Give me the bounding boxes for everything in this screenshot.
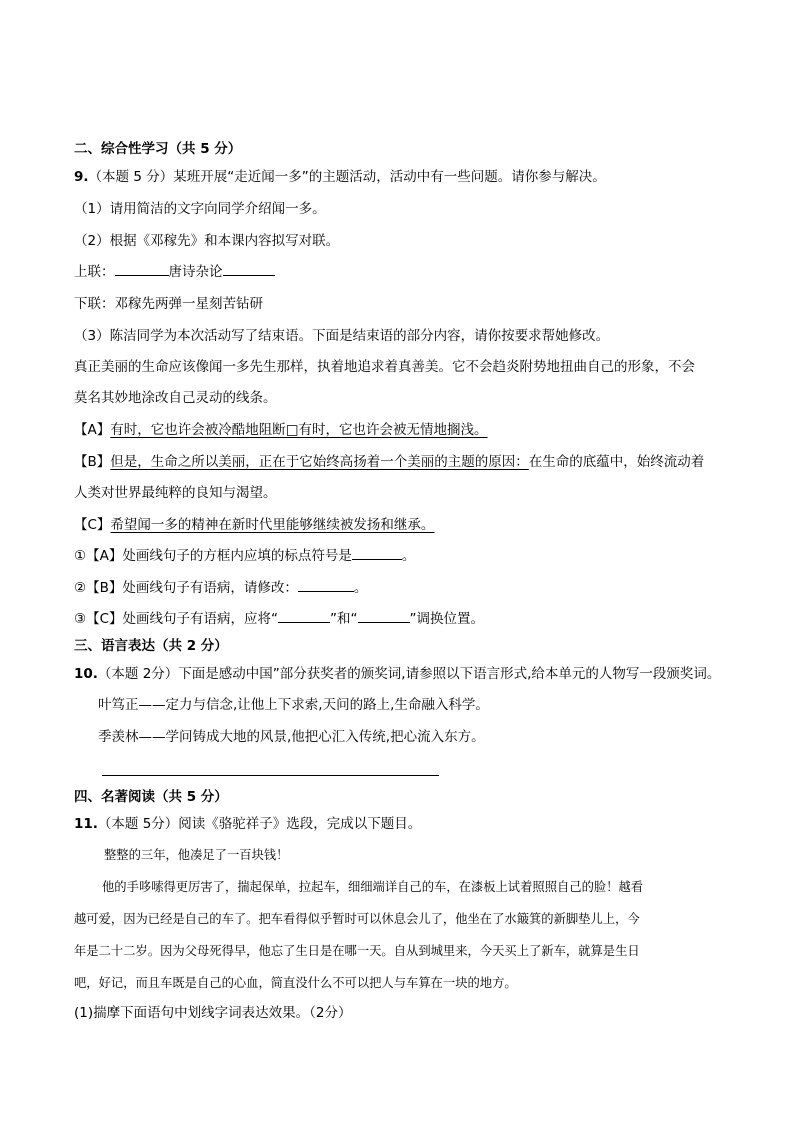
q9-part1: （1）请用简洁的文字向同学介绍闻一多。 [74, 201, 326, 217]
excerpt-line-4: 年是二十二岁。因为父母死得早，他忘了生日是在哪一天。自从到城里来，今天买上了新车，就算是生日 [74, 944, 640, 958]
upper-middle: 唐诗杂论 [168, 264, 223, 280]
q9-sub3-text-a: ③【C】处画线句子有语病，应将“ [74, 611, 279, 627]
q9-sub3-blank-1[interactable] [278, 610, 330, 623]
excerpt-line-3: 越可爱，因为已经是自己的车了。把车看得似乎暂时可以休息会儿了，他坐在了水簸箕的新脚垫儿上，今 [74, 912, 640, 926]
q11-sub1: (1)揣摩下面语句中划线字词表达效果。（2分） [74, 1005, 352, 1021]
sentence-c-tag: 【C】 [74, 517, 111, 533]
excerpt-line-5: 吧，好记，而且车既是自己的心血，简直没什么不可以把人与车算在一块的地方。 [74, 976, 517, 990]
section-4-title: 四、名著阅读（共 5 分） [74, 789, 228, 805]
q9-sub1 [74, 547, 415, 565]
sentence-a-tag: 【A】 [74, 422, 111, 438]
q11-stem-text: （本题 5分）阅读《骆驼祥子》选段，完成以下题目。 [97, 816, 422, 832]
q9-sub3-blank-2[interactable] [358, 610, 410, 623]
upper-label: 上联： [74, 264, 115, 280]
q9-part3: （3）陈洁同学为本次活动写了结束语。下面是结束语的部分内容，请你按要求帮她修改。 [74, 328, 610, 344]
sentence-b-line-2: 人类对世界最纯粹的良知与渴望。 [74, 485, 277, 501]
q9-number: 9. [74, 169, 89, 185]
q9-part2: （2）根据《邓稼先》和本课内容拟写对联。 [74, 233, 340, 249]
sentence-b-tag: 【B】 [74, 454, 111, 470]
q9-sub2-blank[interactable] [298, 579, 354, 592]
closing-para-line-1: 真正美丽的生命应该像闻一多先生那样，执着地追求着真善美。它不会趋炎附势地扭曲自己的形象，不会 [74, 359, 695, 375]
q11-stem [74, 815, 421, 833]
sentence-b-rest: 在生命的底蕴中，始终流动着 [528, 454, 705, 470]
closing-para-line-2: 莫名其妙地涂改自己灵动的线条。 [74, 390, 277, 406]
q9-sub1-text: ①【A】处画线句子的方框内应填的标点符号是 [74, 548, 352, 564]
q9-sub1-blank[interactable] [352, 547, 402, 560]
q10-example-1: 叶笃正——定力与信念,让他上下求索,天问的路上,生命融入科学。 [98, 697, 489, 713]
q9-sub3 [74, 610, 484, 628]
q10-example-2: 季羡林——学问铸成大地的风景,他把心汇入传统,把心流入东方。 [98, 729, 485, 745]
section-3-title: 三、语言表达（共 2 分） [74, 638, 228, 654]
q9-sub3-text-c: ”调换位置。 [409, 611, 485, 627]
sentence-a [74, 421, 488, 439]
sentence-c-text: 希望闻一多的精神在新时代里能够继续被发扬和继承。 [110, 517, 435, 533]
sentence-b [74, 453, 704, 471]
upper-blank-1[interactable] [115, 263, 169, 276]
upper-blank-2[interactable] [223, 263, 275, 276]
q9-sub1-end: 。 [401, 548, 416, 564]
sentence-a-text: 有时，它也许会被冷酷地阻断□有时，它也许会被无情地搁浅。 [110, 422, 488, 438]
q9-upper-couplet [74, 263, 275, 281]
excerpt-line-2: 他的手哆嗦得更厉害了，揣起保单，拉起车，细细端详自己的车，在漆板上试着照照自己的脸！越看 [102, 880, 644, 894]
excerpt-line-1: 整整的三年，他凑足了一百块钱！ [104, 848, 289, 862]
section-2-title: 二、综合性学习（共 5 分） [74, 141, 242, 157]
q11-number: 11. [74, 816, 98, 832]
q10-stem-text: （本题 2分）下面是感动中国”部分获奖者的颁奖词,请参照以下语言形式,给本单元的人物写一段颁奖词。 [97, 666, 721, 682]
q9-sub2-text: ②【B】处画线句子有语病，请修改： [74, 580, 298, 596]
q10-stem [74, 665, 720, 683]
q10-number: 10. [74, 666, 98, 682]
q10-answer-line[interactable] [102, 774, 439, 776]
q9-stem-text: （本题 5 分）某班开展“走近闻一多”的主题活动，活动中有一些问题。请你参与解决。 [88, 169, 606, 185]
q9-sub3-text-b: ”和“ [330, 611, 358, 627]
sentence-b-text: 但是，生命之所以美丽，正在于它始终高扬着一个美丽的主题的原因： [110, 454, 529, 470]
q9-stem [74, 168, 606, 186]
q9-sub2-end: 。 [353, 580, 368, 596]
q9-lower-couplet: 下联：邓稼先两弹一星刻苦钻研 [74, 296, 263, 312]
sentence-c [74, 516, 434, 534]
q9-sub2 [74, 579, 367, 597]
